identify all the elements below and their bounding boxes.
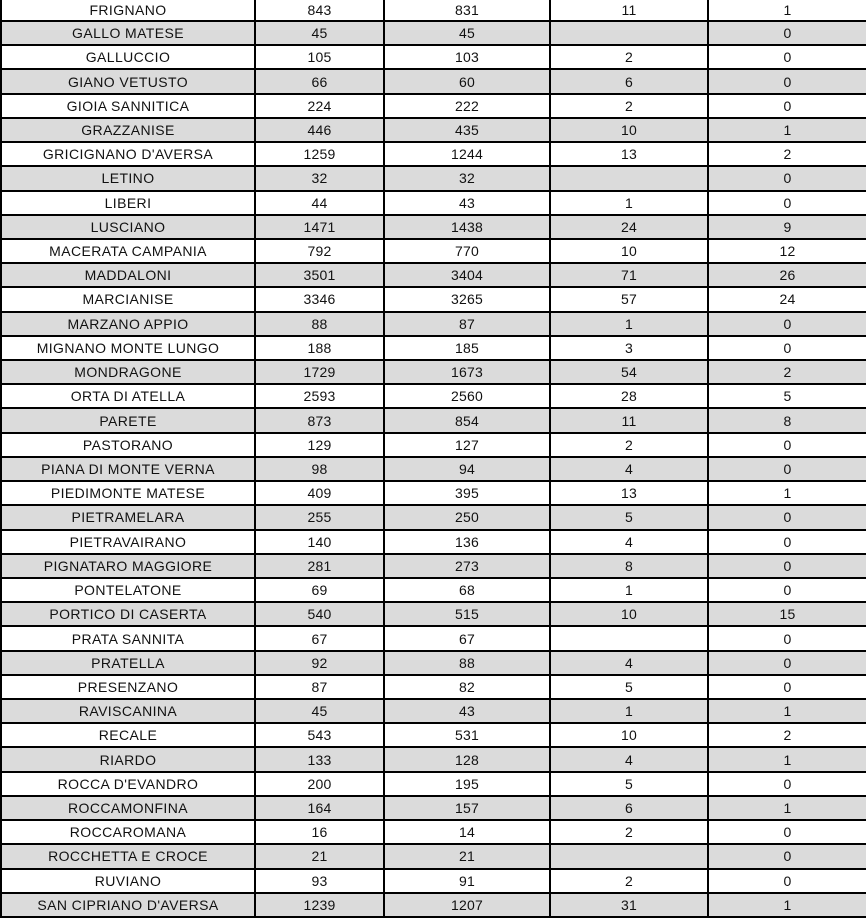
table-row [2, 724, 866, 748]
value-cell: 0 [783, 678, 792, 695]
table-row [2, 119, 866, 143]
value-cell: 105 [256, 46, 385, 68]
value-cell: 3 [551, 337, 709, 359]
value-cell: 435 [385, 119, 551, 141]
value-cell: 3265 [385, 288, 551, 310]
value-cell: 0 [783, 872, 792, 889]
table-row [2, 46, 866, 70]
value-cell: 8 [783, 412, 792, 429]
municipality-name-cell: MADDALONI [2, 264, 256, 286]
value-cell: 164 [256, 797, 385, 819]
value-cell: 200 [256, 773, 385, 795]
municipality-name-cell: RECALE [2, 724, 256, 746]
value-cell: 31 [551, 894, 709, 916]
value-cell: 69 [256, 579, 385, 601]
value-cell: 188 [256, 337, 385, 359]
value-cell: 843 [256, 0, 385, 20]
value-cell: 5 [783, 388, 792, 405]
value-cell: 127 [385, 434, 551, 456]
value-cell [551, 627, 709, 649]
value-cell: 10 [551, 724, 709, 746]
value-cell: 54 [551, 361, 709, 383]
value-cell: 0 [783, 194, 792, 211]
value-cell: 1673 [385, 361, 551, 383]
value-cell: 66 [256, 70, 385, 92]
value-cell: 446 [256, 119, 385, 141]
value-cell: 1 [783, 896, 792, 913]
table-row [2, 894, 866, 918]
value-cell: 128 [385, 748, 551, 770]
table-row [2, 337, 866, 361]
value-cell: 0 [783, 509, 792, 526]
municipality-name-cell: LUSCIANO [2, 216, 256, 238]
value-cell: 6 [551, 797, 709, 819]
municipality-name-cell: GALLUCCIO [2, 46, 256, 68]
value-cell: 0 [783, 557, 792, 574]
table-row [2, 773, 866, 797]
municipality-name-cell: PORTICO DI CASERTA [2, 603, 256, 625]
value-cell: 133 [256, 748, 385, 770]
table-row [2, 385, 866, 409]
table-row [2, 603, 866, 627]
municipality-name-cell: RUVIANO [2, 870, 256, 892]
value-cell: 10 [551, 240, 709, 262]
value-cell: 4 [551, 531, 709, 553]
value-cell: 129 [256, 434, 385, 456]
value-cell: 13 [551, 143, 709, 165]
table-row [2, 95, 866, 119]
municipality-name-cell: ROCCHETTA E CROCE [2, 845, 256, 867]
value-cell: 60 [385, 70, 551, 92]
value-cell: 71 [551, 264, 709, 286]
value-cell: 0 [783, 460, 792, 477]
value-cell: 792 [256, 240, 385, 262]
municipality-name-cell: MONDRAGONE [2, 361, 256, 383]
value-cell: 67 [385, 627, 551, 649]
value-cell: 255 [256, 506, 385, 528]
value-cell [551, 167, 709, 189]
table-row [2, 288, 866, 312]
municipality-name-cell: PASTORANO [2, 434, 256, 456]
table-row [2, 797, 866, 821]
value-cell: 2 [783, 727, 792, 744]
value-cell: 1438 [385, 216, 551, 238]
value-cell: 45 [385, 22, 551, 44]
value-cell: 0 [783, 49, 792, 66]
table-row [2, 676, 866, 700]
value-cell: 1 [783, 121, 792, 138]
value-cell: 12 [779, 243, 796, 260]
table-row [2, 870, 866, 894]
value-cell: 1 [783, 703, 792, 720]
value-cell: 0 [783, 630, 792, 647]
table-row [2, 167, 866, 191]
value-cell: 92 [256, 652, 385, 674]
table-row [2, 531, 866, 555]
municipality-name-cell: MARZANO APPIO [2, 313, 256, 335]
value-cell: 2593 [256, 385, 385, 407]
table-row [2, 361, 866, 385]
table-row [2, 748, 866, 772]
value-cell: 250 [385, 506, 551, 528]
value-cell: 1244 [385, 143, 551, 165]
value-cell: 2 [783, 364, 792, 381]
value-cell: 57 [551, 288, 709, 310]
value-cell: 2 [551, 46, 709, 68]
value-cell: 1259 [256, 143, 385, 165]
value-cell: 10 [551, 603, 709, 625]
municipality-name-cell: PRATELLA [2, 652, 256, 674]
value-cell: 409 [256, 482, 385, 504]
table-row [2, 22, 866, 46]
value-cell: 4 [551, 458, 709, 480]
value-cell: 770 [385, 240, 551, 262]
table-row [2, 579, 866, 603]
value-cell: 43 [385, 700, 551, 722]
table-row [2, 409, 866, 433]
value-cell: 854 [385, 409, 551, 431]
value-cell [551, 22, 709, 44]
municipality-name-cell: PONTELATONE [2, 579, 256, 601]
value-cell: 3404 [385, 264, 551, 286]
value-cell: 43 [385, 192, 551, 214]
value-cell: 224 [256, 95, 385, 117]
table-row [2, 555, 866, 579]
municipality-name-cell: GRAZZANISE [2, 119, 256, 141]
table-row [2, 506, 866, 530]
value-cell: 0 [783, 170, 792, 187]
value-cell: 157 [385, 797, 551, 819]
table-row [2, 240, 866, 264]
value-cell: 82 [385, 676, 551, 698]
value-cell: 873 [256, 409, 385, 431]
value-cell: 21 [385, 845, 551, 867]
value-cell: 531 [385, 724, 551, 746]
table-row [2, 845, 866, 869]
municipality-name-cell: MARCIANISE [2, 288, 256, 310]
municipality-name-cell: MACERATA CAMPANIA [2, 240, 256, 262]
value-cell: 88 [385, 652, 551, 674]
value-cell: 16 [256, 821, 385, 843]
value-cell: 0 [783, 824, 792, 841]
value-cell: 0 [783, 775, 792, 792]
value-cell: 2 [551, 95, 709, 117]
table-row [2, 482, 866, 506]
value-cell: 1729 [256, 361, 385, 383]
municipality-name-cell: RIARDO [2, 748, 256, 770]
value-cell: 1207 [385, 894, 551, 916]
municipality-name-cell: ROCCAMONFINA [2, 797, 256, 819]
value-cell: 32 [256, 167, 385, 189]
value-cell: 24 [779, 291, 796, 308]
value-cell: 2 [551, 821, 709, 843]
table-row [2, 458, 866, 482]
value-cell: 0 [783, 73, 792, 90]
municipality-name-cell: GRICIGNANO D'AVERSA [2, 143, 256, 165]
value-cell: 0 [783, 436, 792, 453]
value-cell: 395 [385, 482, 551, 504]
value-cell: 15 [779, 606, 796, 623]
value-cell: 8 [551, 555, 709, 577]
table-row [2, 821, 866, 845]
value-cell: 543 [256, 724, 385, 746]
value-cell: 1 [551, 700, 709, 722]
municipality-name-cell: GIANO VETUSTO [2, 70, 256, 92]
value-cell: 45 [256, 22, 385, 44]
value-cell: 68 [385, 579, 551, 601]
value-cell: 1 [551, 579, 709, 601]
table-row [2, 434, 866, 458]
value-cell: 88 [256, 313, 385, 335]
value-cell: 9 [783, 218, 792, 235]
value-cell: 67 [256, 627, 385, 649]
value-cell: 6 [551, 70, 709, 92]
value-cell: 4 [551, 748, 709, 770]
value-cell: 195 [385, 773, 551, 795]
value-cell: 0 [783, 654, 792, 671]
value-cell: 91 [385, 870, 551, 892]
municipality-name-cell: ROCCAROMANA [2, 821, 256, 843]
value-cell: 94 [385, 458, 551, 480]
municipality-name-cell: PRATA SANNITA [2, 627, 256, 649]
value-cell: 273 [385, 555, 551, 577]
value-cell: 1 [551, 192, 709, 214]
value-cell: 87 [256, 676, 385, 698]
value-cell: 11 [551, 409, 709, 431]
value-cell: 281 [256, 555, 385, 577]
value-cell: 831 [385, 0, 551, 20]
municipality-name-cell: FRIGNANO [2, 0, 256, 20]
municipality-name-cell: GALLO MATESE [2, 22, 256, 44]
value-cell: 24 [551, 216, 709, 238]
municipality-name-cell: LIBERI [2, 192, 256, 214]
value-cell: 136 [385, 531, 551, 553]
table-row [2, 700, 866, 724]
municipality-name-cell: PIETRAVAIRANO [2, 531, 256, 553]
municipality-name-cell: PIETRAMELARA [2, 506, 256, 528]
table-row [2, 192, 866, 216]
value-cell: 21 [256, 845, 385, 867]
value-cell: 185 [385, 337, 551, 359]
municipality-name-cell: PARETE [2, 409, 256, 431]
value-cell: 87 [385, 313, 551, 335]
municipality-name-cell: GIOIA SANNITICA [2, 95, 256, 117]
value-cell: 4 [551, 652, 709, 674]
value-cell: 1 [783, 2, 792, 18]
municipality-name-cell: ORTA DI ATELLA [2, 385, 256, 407]
table-row [2, 216, 866, 240]
value-cell: 5 [551, 676, 709, 698]
value-cell: 1239 [256, 894, 385, 916]
value-cell: 5 [551, 506, 709, 528]
municipality-name-cell: PRESENZANO [2, 676, 256, 698]
value-cell: 0 [783, 582, 792, 599]
value-cell: 2560 [385, 385, 551, 407]
value-cell: 1 [551, 313, 709, 335]
municipality-name-cell: PIANA DI MONTE VERNA [2, 458, 256, 480]
value-cell: 0 [783, 339, 792, 356]
value-cell: 0 [783, 315, 792, 332]
municipality-name-cell: LETINO [2, 167, 256, 189]
value-cell: 11 [551, 0, 709, 20]
value-cell [551, 845, 709, 867]
value-cell: 26 [779, 267, 796, 284]
table-row [2, 143, 866, 167]
value-cell: 32 [385, 167, 551, 189]
value-cell: 540 [256, 603, 385, 625]
value-cell: 13 [551, 482, 709, 504]
table-row [2, 264, 866, 288]
value-cell: 1 [783, 800, 792, 817]
value-cell: 1 [783, 751, 792, 768]
table-row [2, 70, 866, 94]
value-cell: 0 [783, 533, 792, 550]
table-row [2, 652, 866, 676]
value-cell: 515 [385, 603, 551, 625]
value-cell: 3346 [256, 288, 385, 310]
value-cell: 0 [783, 97, 792, 114]
value-cell: 2 [551, 870, 709, 892]
value-cell: 93 [256, 870, 385, 892]
value-cell: 98 [256, 458, 385, 480]
table-row [2, 313, 866, 337]
value-cell: 14 [385, 821, 551, 843]
municipality-name-cell: ROCCA D'EVANDRO [2, 773, 256, 795]
municipality-name-cell: RAVISCANINA [2, 700, 256, 722]
value-cell: 1471 [256, 216, 385, 238]
municipality-name-cell: PIGNATARO MAGGIORE [2, 555, 256, 577]
value-cell: 10 [551, 119, 709, 141]
municipality-name-cell: SAN CIPRIANO D'AVERSA [2, 894, 256, 916]
value-cell: 2 [551, 434, 709, 456]
value-cell: 3501 [256, 264, 385, 286]
value-cell: 0 [783, 25, 792, 42]
value-cell: 1 [783, 485, 792, 502]
value-cell: 2 [783, 146, 792, 163]
value-cell: 28 [551, 385, 709, 407]
value-cell: 222 [385, 95, 551, 117]
value-cell: 140 [256, 531, 385, 553]
table-row [2, 0, 866, 22]
value-cell: 44 [256, 192, 385, 214]
value-cell: 0 [783, 848, 792, 865]
municipality-name-cell: PIEDIMONTE MATESE [2, 482, 256, 504]
municipality-name-cell: MIGNANO MONTE LUNGO [2, 337, 256, 359]
value-cell: 5 [551, 773, 709, 795]
value-cell: 45 [256, 700, 385, 722]
value-cell: 103 [385, 46, 551, 68]
table-row [2, 627, 866, 651]
